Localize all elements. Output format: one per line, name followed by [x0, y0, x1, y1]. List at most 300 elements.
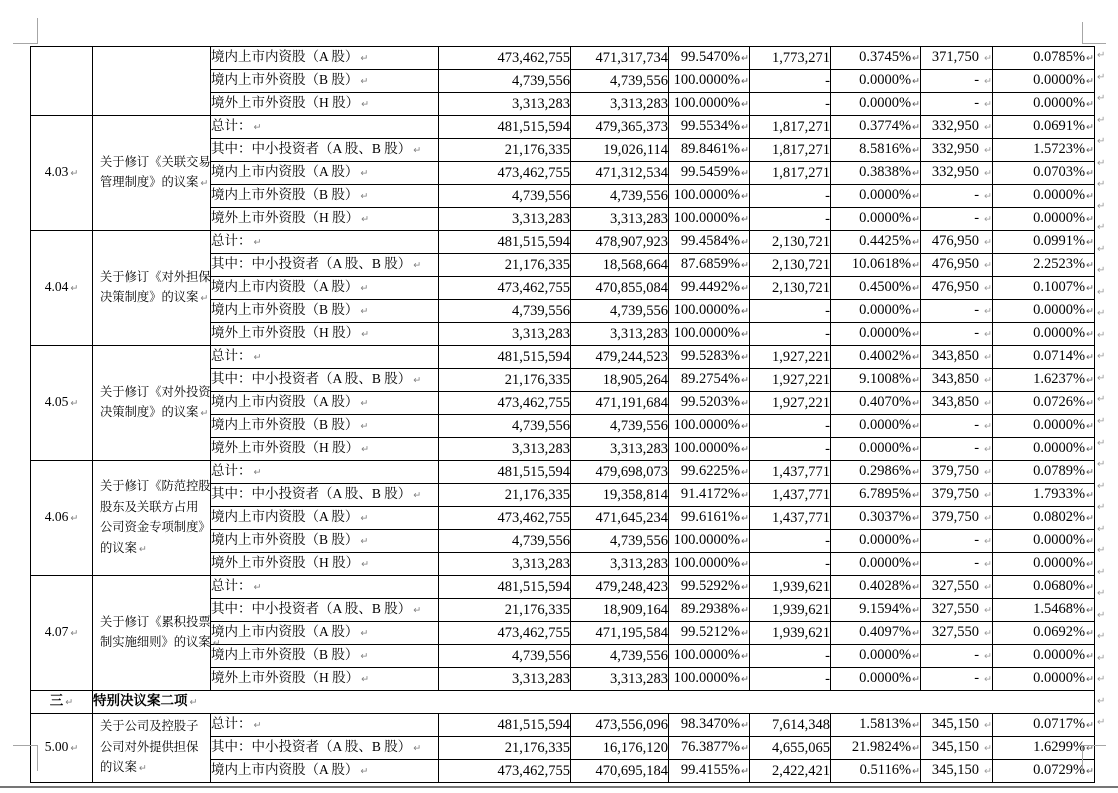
category-cell[interactable]	[211, 93, 439, 116]
value-cell-total-shares[interactable]	[439, 47, 571, 70]
category-cell[interactable]	[211, 760, 439, 783]
value-cell-oppose[interactable]	[750, 162, 831, 185]
value-cell-abstain[interactable]	[921, 93, 993, 116]
value-cell-abstain-pct[interactable]	[993, 461, 1095, 484]
value-cell-total-shares[interactable]	[439, 415, 571, 438]
value-cell-abstain[interactable]	[921, 300, 993, 323]
value-cell-agree[interactable]	[571, 70, 669, 93]
serial-cell[interactable]	[31, 47, 93, 116]
value-cell-agree[interactable]	[571, 208, 669, 231]
category-cell[interactable]	[211, 484, 439, 507]
value-cell-total-shares[interactable]	[439, 668, 571, 691]
value-cell-abstain[interactable]	[921, 599, 993, 622]
proposal-title-text: 公司资金专项制度》	[100, 520, 211, 534]
value-cell-oppose-pct[interactable]	[831, 70, 921, 93]
value-cell-total-shares[interactable]	[439, 369, 571, 392]
category-cell[interactable]	[211, 415, 439, 438]
value-cell-abstain-pct[interactable]	[993, 254, 1095, 277]
value-cell-oppose-pct[interactable]	[831, 231, 921, 254]
value-cell-agree-pct[interactable]	[669, 47, 750, 70]
category-cell[interactable]	[211, 346, 439, 369]
value-cell-oppose-pct[interactable]	[831, 714, 921, 737]
category-cell[interactable]	[211, 507, 439, 530]
value-cell-agree-pct[interactable]	[669, 461, 750, 484]
value-cell-abstain[interactable]	[921, 668, 993, 691]
value-text: -	[825, 441, 830, 457]
value-cell-agree-pct[interactable]	[669, 645, 750, 668]
value-cell-agree-pct[interactable]	[669, 93, 750, 116]
category-cell[interactable]	[211, 277, 439, 300]
category-cell[interactable]	[211, 737, 439, 760]
value-cell-total-shares[interactable]	[439, 231, 571, 254]
value-cell-agree-pct[interactable]	[669, 323, 750, 346]
proposal-title-cell[interactable]	[93, 47, 211, 116]
cell-end-mark-icon: ↵	[984, 191, 992, 202]
value-cell-agree[interactable]	[571, 139, 669, 162]
value-cell-agree[interactable]	[571, 392, 669, 415]
value-cell-abstain[interactable]	[921, 185, 993, 208]
category-cell[interactable]	[211, 622, 439, 645]
value-cell-oppose[interactable]	[750, 438, 831, 461]
value-cell-oppose-pct[interactable]	[831, 438, 921, 461]
value-cell-oppose[interactable]	[750, 645, 831, 668]
value-cell-abstain[interactable]	[921, 162, 993, 185]
value-cell-agree[interactable]	[571, 668, 669, 691]
cell-end-mark-icon: ↵	[253, 582, 262, 593]
value-cell-abstain[interactable]	[921, 208, 993, 231]
value-cell-agree-pct[interactable]	[669, 415, 750, 438]
value-cell-abstain[interactable]	[921, 530, 993, 553]
value-cell-agree[interactable]	[571, 162, 669, 185]
value-cell-agree[interactable]	[571, 760, 669, 783]
value-cell-agree[interactable]	[571, 645, 669, 668]
value-cell-agree-pct[interactable]	[669, 760, 750, 783]
value-cell-total-shares[interactable]	[439, 461, 571, 484]
value-cell-agree-pct[interactable]	[669, 254, 750, 277]
value-cell-oppose-pct[interactable]	[831, 553, 921, 576]
value-cell-oppose[interactable]	[750, 93, 831, 116]
value-cell-abstain-pct[interactable]	[993, 139, 1095, 162]
value-cell-abstain-pct[interactable]	[993, 599, 1095, 622]
value-cell-total-shares[interactable]	[439, 162, 571, 185]
category-cell[interactable]	[211, 185, 439, 208]
value-cell-total-shares[interactable]	[439, 254, 571, 277]
cell-end-mark-icon: ↵	[741, 536, 749, 547]
value-cell-oppose[interactable]	[750, 185, 831, 208]
value-cell-abstain[interactable]	[921, 553, 993, 576]
value-cell-oppose-pct[interactable]	[831, 185, 921, 208]
value-cell-abstain-pct[interactable]	[993, 737, 1095, 760]
value-cell-oppose-pct[interactable]	[831, 139, 921, 162]
value-cell-agree-pct[interactable]	[669, 277, 750, 300]
value-cell-abstain-pct[interactable]	[993, 484, 1095, 507]
value-cell-abstain-pct[interactable]	[993, 369, 1095, 392]
value-cell-total-shares[interactable]	[439, 300, 571, 323]
value-cell-abstain[interactable]	[921, 461, 993, 484]
value-cell-agree-pct[interactable]	[669, 139, 750, 162]
value-cell-total-shares[interactable]	[439, 599, 571, 622]
value-cell-oppose[interactable]	[750, 484, 831, 507]
serial-cell[interactable]	[31, 231, 93, 346]
category-cell[interactable]	[211, 392, 439, 415]
value-cell-oppose-pct[interactable]	[831, 737, 921, 760]
category-cell[interactable]	[211, 668, 439, 691]
value-cell-abstain-pct[interactable]	[993, 70, 1095, 93]
value-text: 16,176,120	[602, 740, 668, 756]
value-cell-oppose[interactable]	[750, 116, 831, 139]
value-cell-oppose[interactable]	[750, 369, 831, 392]
value-cell-oppose[interactable]	[750, 622, 831, 645]
category-label: 境内上市内资股（A 股）	[211, 394, 359, 409]
value-cell-abstain[interactable]	[921, 415, 993, 438]
category-cell[interactable]	[211, 645, 439, 668]
value-cell-agree-pct[interactable]	[669, 116, 750, 139]
value-cell-agree[interactable]	[571, 323, 669, 346]
value-text: -	[974, 417, 980, 433]
value-cell-abstain-pct[interactable]	[993, 93, 1095, 116]
value-cell-oppose-pct[interactable]	[831, 277, 921, 300]
value-cell-total-shares[interactable]	[439, 576, 571, 599]
value-cell-oppose[interactable]	[750, 208, 831, 231]
value-cell-abstain[interactable]	[921, 116, 993, 139]
value-cell-agree[interactable]	[571, 116, 669, 139]
value-cell-agree[interactable]	[571, 47, 669, 70]
category-cell[interactable]	[211, 553, 439, 576]
proposal-title-line	[93, 287, 210, 310]
value-cell-abstain-pct[interactable]	[993, 714, 1095, 737]
serial-cell[interactable]	[31, 116, 93, 231]
value-cell-abstain-pct[interactable]	[993, 415, 1095, 438]
value-cell-oppose-pct[interactable]	[831, 47, 921, 70]
value-cell-oppose[interactable]	[750, 576, 831, 599]
value-cell-agree-pct[interactable]	[669, 369, 750, 392]
cell-end-mark-icon: ↵	[1086, 444, 1094, 455]
value-cell-agree-pct[interactable]	[669, 208, 750, 231]
value-cell-agree-pct[interactable]	[669, 300, 750, 323]
category-cell[interactable]	[211, 369, 439, 392]
value-cell-total-shares[interactable]	[439, 507, 571, 530]
value-cell-oppose-pct[interactable]	[831, 116, 921, 139]
value-text: 21,176,335	[504, 487, 570, 503]
value-cell-abstain[interactable]	[921, 622, 993, 645]
value-text: 481,515,594	[497, 119, 570, 135]
value-cell-agree-pct[interactable]	[669, 438, 750, 461]
value-cell-abstain[interactable]	[921, 576, 993, 599]
serial-label: 4.07	[44, 624, 69, 639]
value-text: 0.4500%	[859, 279, 912, 295]
value-cell-abstain[interactable]	[921, 47, 993, 70]
value-cell-oppose[interactable]	[750, 714, 831, 737]
value-cell-abstain-pct[interactable]	[993, 185, 1095, 208]
value-cell-total-shares[interactable]	[439, 116, 571, 139]
value-cell-agree-pct[interactable]	[669, 530, 750, 553]
value-text: 473,462,755	[497, 50, 570, 66]
serial-cell[interactable]	[31, 461, 93, 576]
value-cell-oppose-pct[interactable]	[831, 484, 921, 507]
value-cell-agree-pct[interactable]	[669, 622, 750, 645]
value-cell-oppose[interactable]	[750, 254, 831, 277]
section-header-cell[interactable]	[93, 691, 1095, 714]
proposal-title-cell[interactable]	[93, 231, 211, 346]
value-text: 0.4070%	[859, 394, 912, 410]
category-cell[interactable]	[211, 231, 439, 254]
value-cell-agree[interactable]	[571, 93, 669, 116]
value-cell-agree-pct[interactable]	[669, 70, 750, 93]
value-cell-agree-pct[interactable]	[669, 507, 750, 530]
category-cell[interactable]	[211, 438, 439, 461]
value-cell-abstain-pct[interactable]	[993, 438, 1095, 461]
value-cell-oppose-pct[interactable]	[831, 622, 921, 645]
value-cell-total-shares[interactable]	[439, 392, 571, 415]
value-cell-oppose[interactable]	[750, 553, 831, 576]
value-cell-abstain[interactable]	[921, 254, 993, 277]
value-cell-total-shares[interactable]	[439, 346, 571, 369]
value-cell-total-shares[interactable]	[439, 277, 571, 300]
value-cell-oppose[interactable]	[750, 760, 831, 783]
value-cell-agree[interactable]	[571, 507, 669, 530]
value-cell-oppose[interactable]	[750, 530, 831, 553]
value-cell-oppose[interactable]	[750, 392, 831, 415]
proposal-title-cell[interactable]	[93, 346, 211, 461]
category-cell[interactable]	[211, 116, 439, 139]
category-cell[interactable]	[211, 70, 439, 93]
value-cell-oppose-pct[interactable]	[831, 254, 921, 277]
value-cell-agree[interactable]	[571, 737, 669, 760]
value-cell-agree[interactable]	[571, 369, 669, 392]
cell-end-mark-icon: ↵	[741, 674, 749, 685]
value-text: 1,927,221	[772, 349, 830, 365]
value-cell-abstain[interactable]	[921, 392, 993, 415]
value-text: 21,176,335	[504, 740, 570, 756]
value-cell-total-shares[interactable]	[439, 760, 571, 783]
value-cell-oppose[interactable]	[750, 139, 831, 162]
value-cell-abstain[interactable]	[921, 323, 993, 346]
value-cell-agree[interactable]	[571, 254, 669, 277]
value-cell-oppose[interactable]	[750, 300, 831, 323]
value-cell-abstain[interactable]	[921, 139, 993, 162]
value-cell-abstain-pct[interactable]	[993, 162, 1095, 185]
value-cell-total-shares[interactable]	[439, 737, 571, 760]
value-cell-agree[interactable]	[571, 346, 669, 369]
value-cell-oppose[interactable]	[750, 668, 831, 691]
value-cell-abstain[interactable]	[921, 645, 993, 668]
value-cell-oppose[interactable]	[750, 599, 831, 622]
value-cell-agree[interactable]	[571, 622, 669, 645]
value-cell-abstain-pct[interactable]	[993, 530, 1095, 553]
value-cell-oppose[interactable]	[750, 231, 831, 254]
value-cell-agree[interactable]	[571, 415, 669, 438]
value-cell-agree[interactable]	[571, 599, 669, 622]
value-cell-agree-pct[interactable]	[669, 185, 750, 208]
value-cell-abstain-pct[interactable]	[993, 277, 1095, 300]
value-cell-abstain[interactable]	[921, 369, 993, 392]
value-cell-oppose-pct[interactable]	[831, 599, 921, 622]
value-cell-agree-pct[interactable]	[669, 231, 750, 254]
cell-end-mark-icon: ↵	[912, 628, 920, 639]
value-cell-abstain-pct[interactable]	[993, 507, 1095, 530]
value-cell-total-shares[interactable]	[439, 70, 571, 93]
proposal-title-cell[interactable]	[93, 461, 211, 576]
value-cell-agree[interactable]	[571, 553, 669, 576]
proposal-title-cell[interactable]	[93, 576, 221, 691]
value-cell-total-shares[interactable]	[439, 553, 571, 576]
value-cell-total-shares[interactable]	[439, 185, 571, 208]
value-cell-total-shares[interactable]	[439, 714, 571, 737]
value-cell-agree-pct[interactable]	[669, 346, 750, 369]
value-cell-oppose-pct[interactable]	[831, 668, 921, 691]
value-cell-total-shares[interactable]	[439, 622, 571, 645]
value-cell-oppose[interactable]	[750, 47, 831, 70]
cell-end-mark-icon: ↵	[1086, 651, 1094, 662]
value-cell-oppose-pct[interactable]	[831, 208, 921, 231]
value-cell-oppose[interactable]	[750, 277, 831, 300]
value-cell-abstain[interactable]	[921, 438, 993, 461]
value-cell-agree[interactable]	[571, 714, 669, 737]
value-cell-oppose[interactable]	[750, 461, 831, 484]
value-cell-abstain[interactable]	[921, 507, 993, 530]
value-cell-oppose-pct[interactable]	[831, 369, 921, 392]
value-cell-total-shares[interactable]	[439, 208, 571, 231]
category-cell[interactable]	[211, 162, 439, 185]
value-text: 479,365,373	[595, 119, 668, 135]
value-cell-agree-pct[interactable]	[669, 392, 750, 415]
value-cell-agree-pct[interactable]	[669, 599, 750, 622]
value-cell-total-shares[interactable]	[439, 645, 571, 668]
cell-end-mark-icon: ↵	[912, 145, 920, 156]
value-cell-abstain-pct[interactable]	[993, 47, 1095, 70]
value-cell-agree[interactable]	[571, 185, 669, 208]
value-cell-oppose-pct[interactable]	[831, 576, 921, 599]
value-cell-agree-pct[interactable]	[669, 484, 750, 507]
value-cell-oppose[interactable]	[750, 70, 831, 93]
value-text: 379,750	[931, 486, 980, 502]
category-label: 境内上市外资股（B 股）	[211, 532, 359, 547]
category-cell[interactable]	[211, 714, 439, 737]
value-cell-abstain-pct[interactable]	[993, 576, 1095, 599]
category-cell[interactable]	[211, 323, 439, 346]
value-cell-abstain-pct[interactable]	[993, 553, 1095, 576]
value-text: 1,437,771	[772, 464, 830, 480]
value-cell-abstain-pct[interactable]	[993, 760, 1095, 783]
value-cell-abstain-pct[interactable]	[993, 300, 1095, 323]
value-cell-abstain[interactable]	[921, 70, 993, 93]
value-cell-agree[interactable]	[571, 576, 669, 599]
value-cell-abstain[interactable]	[921, 737, 993, 760]
value-cell-agree-pct[interactable]	[669, 737, 750, 760]
value-text: 481,515,594	[497, 579, 570, 595]
value-cell-oppose[interactable]	[750, 737, 831, 760]
value-cell-abstain-pct[interactable]	[993, 392, 1095, 415]
value-cell-agree[interactable]	[571, 484, 669, 507]
category-cell[interactable]	[211, 300, 439, 323]
value-cell-oppose-pct[interactable]	[831, 392, 921, 415]
value-text: 345,150	[931, 762, 980, 778]
value-cell-oppose-pct[interactable]	[831, 300, 921, 323]
category-cell[interactable]	[211, 139, 439, 162]
value-cell-oppose-pct[interactable]	[831, 760, 921, 783]
value-cell-abstain-pct[interactable]	[993, 323, 1095, 346]
category-cell[interactable]	[211, 461, 439, 484]
value-cell-abstain-pct[interactable]	[993, 622, 1095, 645]
value-cell-total-shares[interactable]	[439, 139, 571, 162]
value-cell-agree[interactable]	[571, 530, 669, 553]
value-cell-abstain-pct[interactable]	[993, 668, 1095, 691]
value-cell-abstain[interactable]	[921, 277, 993, 300]
value-cell-total-shares[interactable]	[439, 484, 571, 507]
value-cell-abstain[interactable]	[921, 760, 993, 783]
value-text: 479,698,073	[595, 464, 668, 480]
category-cell[interactable]	[211, 530, 439, 553]
value-cell-agree-pct[interactable]	[669, 162, 750, 185]
value-cell-agree-pct[interactable]	[669, 576, 750, 599]
value-cell-abstain-pct[interactable]	[993, 116, 1095, 139]
category-cell[interactable]	[211, 254, 439, 277]
value-cell-agree[interactable]	[571, 277, 669, 300]
value-cell-oppose-pct[interactable]	[831, 162, 921, 185]
category-cell[interactable]	[211, 47, 439, 70]
value-cell-abstain[interactable]	[921, 231, 993, 254]
value-cell-agree-pct[interactable]	[669, 714, 750, 737]
value-cell-agree[interactable]	[571, 461, 669, 484]
value-cell-oppose[interactable]	[750, 323, 831, 346]
value-cell-total-shares[interactable]	[439, 323, 571, 346]
category-cell[interactable]	[211, 576, 439, 599]
proposal-title-cell[interactable]	[93, 714, 211, 783]
serial-cell[interactable]	[31, 346, 93, 461]
value-cell-oppose-pct[interactable]	[831, 507, 921, 530]
value-cell-total-shares[interactable]	[439, 93, 571, 116]
cell-end-mark-icon: ↵	[984, 122, 992, 133]
value-cell-oppose-pct[interactable]	[831, 323, 921, 346]
serial-cell[interactable]	[31, 576, 93, 691]
value-cell-oppose[interactable]	[750, 507, 831, 530]
value-cell-agree[interactable]	[571, 231, 669, 254]
proposal-title-cell[interactable]	[93, 116, 211, 231]
serial-cell[interactable]	[31, 691, 93, 714]
value-cell-oppose-pct[interactable]	[831, 93, 921, 116]
value-cell-agree[interactable]	[571, 438, 669, 461]
value-cell-oppose[interactable]	[750, 346, 831, 369]
value-cell-oppose-pct[interactable]	[831, 530, 921, 553]
value-cell-total-shares[interactable]	[439, 438, 571, 461]
value-cell-agree-pct[interactable]	[669, 668, 750, 691]
value-cell-abstain[interactable]	[921, 484, 993, 507]
cell-end-mark-icon: ↵	[741, 53, 749, 64]
value-cell-abstain[interactable]	[921, 346, 993, 369]
category-cell[interactable]	[211, 599, 439, 622]
proposal-title-line	[93, 538, 210, 561]
value-text: 0.0000%	[859, 440, 912, 456]
value-cell-abstain-pct[interactable]	[993, 208, 1095, 231]
value-cell-oppose-pct[interactable]	[831, 645, 921, 668]
value-cell-agree-pct[interactable]	[669, 553, 750, 576]
value-cell-abstain-pct[interactable]	[993, 231, 1095, 254]
value-cell-oppose-pct[interactable]	[831, 415, 921, 438]
category-label: 总计：	[211, 233, 252, 248]
value-cell-abstain-pct[interactable]	[993, 346, 1095, 369]
value-cell-total-shares[interactable]	[439, 530, 571, 553]
cell-end-mark-icon: ↵	[1086, 559, 1094, 570]
category-cell[interactable]	[211, 208, 439, 231]
value-cell-oppose-pct[interactable]	[831, 346, 921, 369]
value-cell-oppose[interactable]	[750, 415, 831, 438]
category-label: 境内上市内资股（A 股）	[211, 762, 359, 777]
value-cell-abstain[interactable]	[921, 714, 993, 737]
value-cell-agree[interactable]	[571, 300, 669, 323]
serial-cell[interactable]	[31, 714, 93, 783]
value-cell-oppose-pct[interactable]	[831, 461, 921, 484]
value-cell-abstain-pct[interactable]	[993, 645, 1095, 668]
